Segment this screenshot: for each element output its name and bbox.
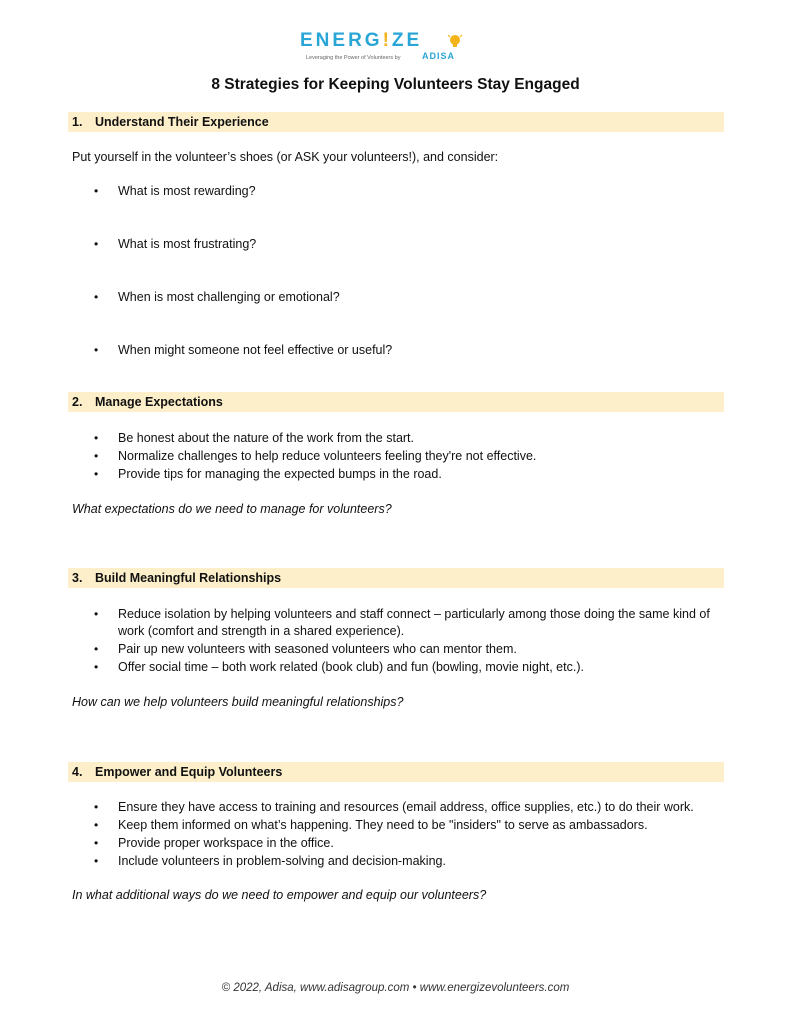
list-item: • Normalize challenges to help reduce volunteers feeling they're not effective. xyxy=(94,449,537,463)
list-item: • Pair up new volunteers with seasoned volunteers who can mentor them. xyxy=(94,642,517,656)
list-item: • When is most challenging or emotional? xyxy=(94,290,340,304)
logo-adisa: ADISA xyxy=(422,51,456,61)
section-title: Build Meaningful Relationships xyxy=(95,571,282,585)
list-item: • Ensure they have access to training and resources (email address, office supplies, etc.) to do their work. xyxy=(94,800,694,814)
bullet-icon: • xyxy=(94,660,99,674)
section-3-question: How can we help volunteers build meaningful relationships? xyxy=(72,695,404,709)
energize-logo xyxy=(300,30,480,70)
list-item: • Provide tips for managing the expected bumps in the road. xyxy=(94,467,442,481)
bullet-icon: • xyxy=(94,854,99,868)
list-item: • Keep them informed on what’s happening. They need to be "insiders" to serve as ambassadors. xyxy=(94,818,648,832)
section-number: 4. xyxy=(72,765,83,779)
bullet-icon: • xyxy=(94,642,99,656)
section-number: 3. xyxy=(72,571,83,585)
list-item: • What is most rewarding? xyxy=(94,184,256,198)
section-1-intro: Put yourself in the volunteer’s shoes (or ASK your volunteers!), and consider: xyxy=(72,150,499,164)
list-item: • Offer social time – both work related (book club) and fun (bowling, movie night, etc.). xyxy=(94,660,584,674)
section-2-question: What expectations do we need to manage for volunteers? xyxy=(72,502,392,516)
list-item: • Provide proper workspace in the office. xyxy=(94,836,334,850)
list-item: • What is most frustrating? xyxy=(94,237,257,251)
bullet-icon: • xyxy=(94,431,99,445)
logo-tagline: Leveraging the Power of Volunteers by xyxy=(306,55,401,61)
list-item: • Include volunteers in problem-solving and decision-making. xyxy=(94,854,446,868)
list-item: • When might someone not feel effective or useful? xyxy=(94,343,393,357)
section-number: 1. xyxy=(72,115,83,129)
bullet-icon: • xyxy=(94,818,99,832)
section-title: Manage Expectations xyxy=(95,395,223,409)
list-item: • Be honest about the nature of the work from the start. xyxy=(94,431,415,445)
bullet-icon: • xyxy=(94,290,99,304)
section-title: Empower and Equip Volunteers xyxy=(95,765,283,779)
lightbulb-icon xyxy=(447,33,463,49)
section-4-heading xyxy=(68,762,724,782)
bullet-icon: • xyxy=(94,343,99,357)
section-3-heading xyxy=(68,568,724,588)
section-title: Understand Their Experience xyxy=(95,115,269,129)
bullet-icon: • xyxy=(94,449,99,463)
logo-wordmark: ENERG!ZE xyxy=(300,30,423,51)
page-footer: © 2022, Adisa, www.adisagroup.com • www.energizevolunteers.com xyxy=(221,982,570,994)
list-item: • Reduce isolation by helping volunteers and staff connect – particularly among those doing the same kind of work (comfort and strength in a shared experience). xyxy=(94,607,710,638)
page-title: 8 Strategies for Keeping Volunteers Stay Engaged xyxy=(211,76,580,93)
bullet-icon: • xyxy=(94,184,99,198)
bullet-icon: • xyxy=(94,836,99,850)
bullet-icon: • xyxy=(94,237,99,251)
section-2-heading xyxy=(68,392,724,412)
bullet-icon: • xyxy=(94,607,99,621)
section-4-question: In what additional ways do we need to empower and equip our volunteers? xyxy=(72,888,487,902)
section-1-heading xyxy=(68,112,724,132)
bullet-icon: • xyxy=(94,467,99,481)
bullet-icon: • xyxy=(94,800,99,814)
section-number: 2. xyxy=(72,395,83,409)
